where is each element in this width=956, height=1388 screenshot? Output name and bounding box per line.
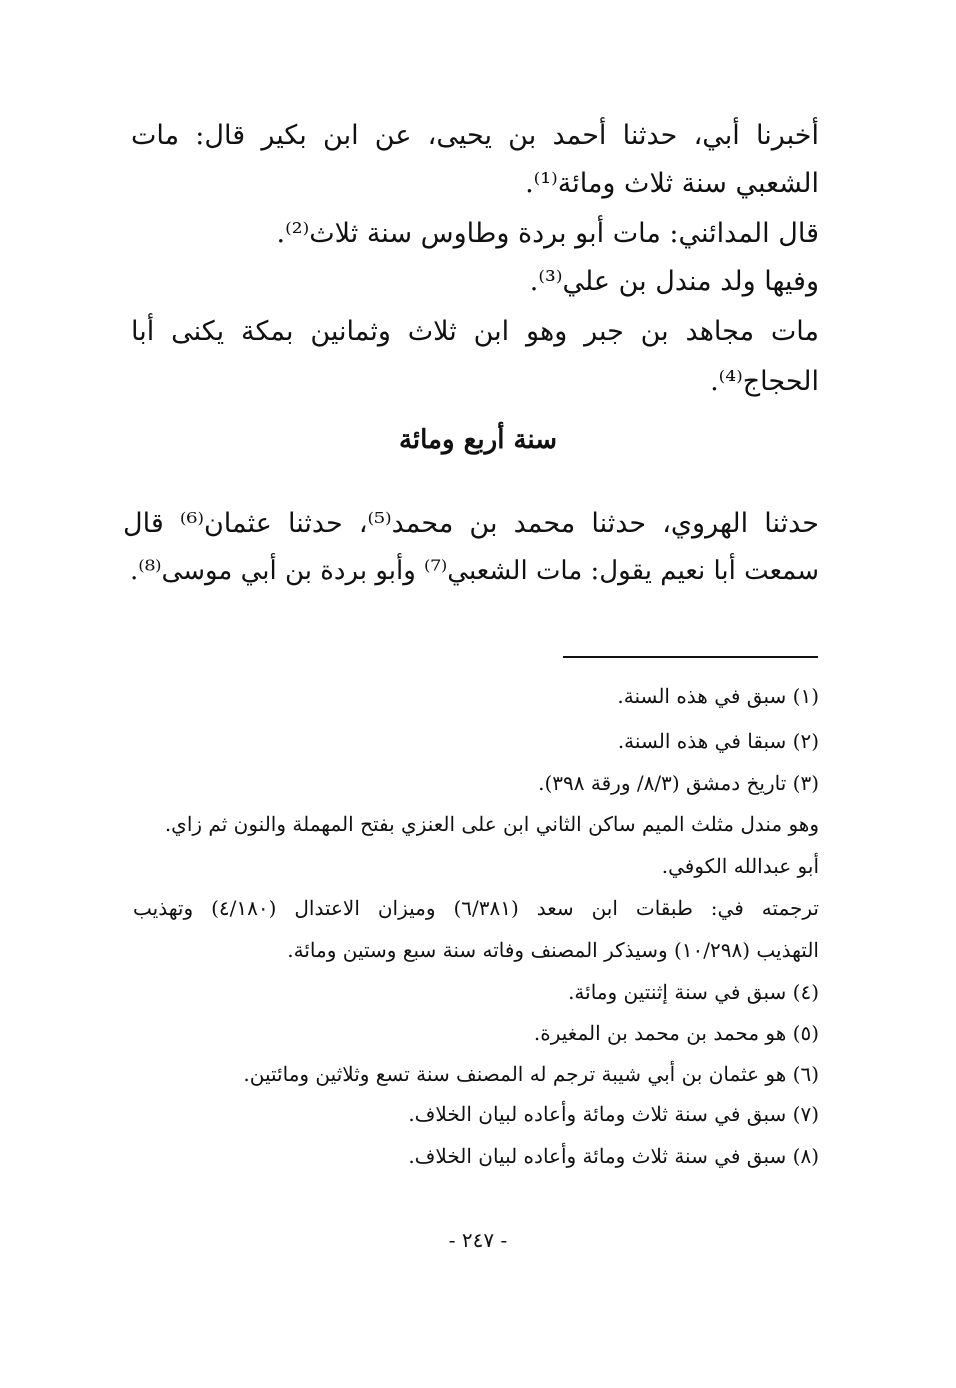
footnote-2: (٢) سبقا في هذه السنة. [617, 729, 819, 753]
footnote-4: (٤) سبق في سنة إثنتين ومائة. [568, 980, 819, 1004]
footnote-5: (٥) هو محمد بن محمد بن المغيرة. [533, 1021, 819, 1045]
footnote-separator [563, 656, 818, 658]
body-line-6: الحجاج⁽⁴⁾. [710, 366, 819, 397]
footnote-3-cont-2: أبو عبدالله الكوفي. [661, 854, 819, 878]
section-line-2: سمعت أبا نعيم يقول: مات الشعبي⁽⁷⁾ وأبو بردة بن أبي موسى⁽⁸⁾. [130, 556, 819, 586]
footnote-3-cont-3: ترجمته في: طبقات ابن سعد (٦/٣٨١) وميزان الاعتدال (٤/١٨٠) وتهذيب [133, 896, 819, 920]
section-title: سنة أربع ومائة [398, 425, 558, 455]
body-line-5: مات مجاهد بن جبر وهو ابن ثلاث وثمانين بمكة يكنى أبا [131, 316, 819, 347]
footnote-3-cont-1: وهو مندل مثلث الميم ساكن الثاني ابن على العنزي بفتح المهملة والنون ثم زاي. [164, 812, 819, 836]
footnote-6: (٦) هو عثمان بن أبي شيبة ترجم له المصنف سنة تسع وثلاثين ومائتين. [243, 1062, 819, 1086]
footnote-3-cont-4: التهذيب (١٠/٢٩٨) وسيذكر المصنف وفاته سنة سبع وستين ومائة. [287, 938, 819, 962]
body-line-3: قال المدائني: مات أبو بردة وطاوس سنة ثلاث⁽²⁾. [276, 218, 819, 249]
section-line-1: حدثنا الهروي، حدثنا محمد بن محمد⁽⁵⁾، حدثنا عثمان⁽⁶⁾ قال [123, 508, 819, 539]
body-line-2: الشعبي سنة ثلاث ومائة⁽¹⁾. [525, 168, 819, 199]
footnote-7: (٧) سبق في سنة ثلاث ومائة وأعاده لبيان الخلاف. [408, 1102, 819, 1126]
footnote-1: (١) سبق في هذه السنة. [617, 684, 819, 708]
page-number: - ٢٤٧ - [448, 1228, 508, 1252]
body-line-4: وفيها ولد مندل بن علي⁽³⁾. [529, 266, 819, 297]
footnote-8: (٨) سبق في سنة ثلاث ومائة وأعاده لبيان الخلاف. [408, 1144, 819, 1168]
footnote-3: (٣) تاريخ دمشق (٨/٣/ ورقة ٣٩٨). [538, 771, 819, 795]
body-line-1: أخبرنا أبي، حدثنا أحمد بن يحيى، عن ابن بكير قال: مات [131, 120, 819, 151]
